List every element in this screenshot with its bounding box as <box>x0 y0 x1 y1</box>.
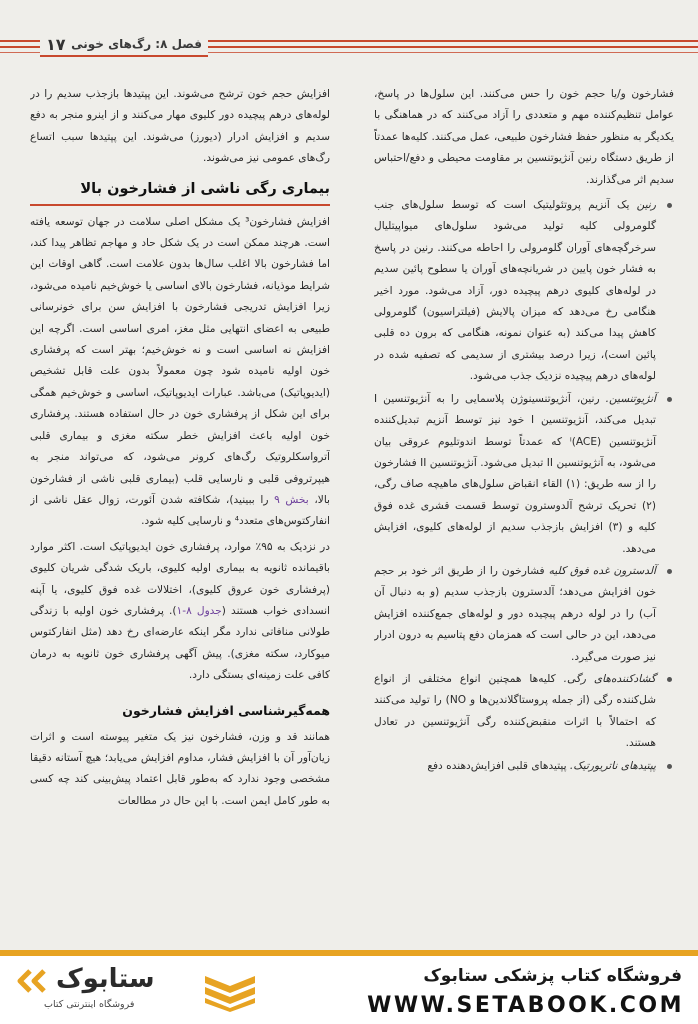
list-item-text: فشارخون را از طریق اثر خود بر حجم خون افزایش می‌دهد؛ آلدسترون بازجذب سدیم (و به دنبال آن آب) را در لوله درهم پیچیده دور و لوله‌های جمع‌کننده افزایش می‌دهد، این در حالی است که همزمان دفع پتاسیم به درون ادرار نیز صورت می‌گیرد. <box>374 564 656 663</box>
list-item <box>374 195 674 388</box>
banner-accent-line <box>0 950 698 956</box>
paragraph-text: را ببینید)، شکافته شدن آئورت، زوال عقل ناشی از انفارکتوس‌های متعدد⁴ و نارسایی کلیه شود. <box>30 493 330 528</box>
paragraph <box>30 212 330 533</box>
website-link[interactable]: WWW.SETABOOK.COM <box>367 993 684 1018</box>
term: رنین <box>636 199 656 212</box>
bullet-icon <box>667 569 672 574</box>
paragraph: فشارخون و/یا حجم خون را حس می‌کنند. این سلول‌ها در پاسخ، عوامل تنظیم‌کننده مهم و متعددی را آزاد می‌کنند که در هماهنگی با یکدیگر به منظور حفظ فشارخون طبیعی، عمل می‌کنند. کلیه‌ها عمدتاً از طریق دستگاه رنین آنژیوتنسین بر مقاومت محیطی و دفع/احتباس سدیم اثر می‌گذارند. <box>374 88 674 186</box>
paragraph: افزایش حجم خون ترشح می‌شوند. این پپتیدها بازجذب سدیم را در لوله‌های درهم پیچیده دور کلیوی مهار می‌کنند و از اینرو منجر به دفع سدیم و افزایش ادرار (دیورز) می‌شوند. این پپتیدها سبب اتساع رگ‌های عمومی نیز می‌شوند. <box>30 88 330 165</box>
left-column <box>30 84 330 950</box>
paragraph-text: در نزدیک به ۹۵٪ موارد، پرفشاری خون ایدیوپاتیک است. اکثر موارد باقیمانده ثانویه به بیماری اولیه کلیوی، باریک شدگی شریان کلیوی (پرفشاری خون عروق کلیوی)، اختلالات غده فوق کلیوی، یا آپنه انسدادی خواب هستند ( <box>30 540 330 617</box>
list-item-text: یک آنزیم پروتئولیتیک است که توسط سلول‌های جنب گلومرولی کلیه تولید می‌شود سلول‌های میواپیتلیال سرخرگچه‌های آوران گلومرولی را احاطه می‌کنند. رنین در پاسخ به فشار خون پایین در شریانچه‌های آوران یا سطوح پائین سدیم در لوله‌های کلیوی درهم پیچیده دور، آزاد می‌شود. مورد اخیر هنگامی رخ می‌دهد که میزان پالایش (فیلتراسیون) گلومرولی کاهش پیدا می‌کند (به عنوان نمونه، هنگامی که برون ده قلبی پائین است)، زیرا درصد بیشتری از سدیمی که تصفیه شده در لوله‌های درهم پیچیده نزدیک جذب می‌شود. <box>374 199 656 383</box>
logo-wordmark: ستابوک <box>56 964 155 994</box>
chapter-title: فصل ۸: رگ‌های خونی <box>71 37 202 51</box>
list-item <box>374 389 674 560</box>
store-name: فروشگاه کتاب پزشکی ستابوک <box>423 966 682 986</box>
chevron-logo-icon <box>16 968 56 994</box>
list-item-text: رنین، آنژیوتنسینوژن پلاسمایی را به آنژیوتنسین I تبدیل می‌کند، آنژیوتنسین I خود نیز توسط آنزیم تبدیل‌کننده آنژیوتنسین (ACE)‌ⁱ که عمدتاً توسط اندوتلیوم عروقی بیان می‌شود، به آنژیوتنسین II تبدیل می‌شود. آنژیوتنسین II فشارخون را از سه طریق: (۱) القاء انقباض سلول‌های ماهیچه صاف رگی، (۲) تحریک ترشح آلدوسترون توسط قسمت قشری غده فوق کلیه و (۳) افزایش بازجذب سدیم از لوله‌های کلیوی، افزایش می‌دهد. <box>374 392 657 555</box>
paragraph-text: ). پرفشاری خون اولیه با زندگی طولانی منافاتی ندارد مگر اینکه عارضه‌ای رخ دهد (مثل انفارکتوس میوکارد، سکته مغزی). پیش آگهی پرفشاری خون ثانویه به درمان کافی علت زمینه‌ای بستگی دارد. <box>30 604 330 682</box>
bullet-icon <box>667 397 672 402</box>
store-banner[interactable] <box>0 950 698 1024</box>
section-reference-link[interactable]: بخش ۹ <box>274 493 309 506</box>
bullet-icon <box>667 677 672 682</box>
subsection-heading: همه‌گیرشناسی افزایش فشارخون <box>122 702 330 718</box>
list-item-text: کلیه‌ها همچنین انواع مختلفی از انواع شل‌کننده رگی (از جمله پروستاگلاندین‌ها و NO) را تولید می‌کنند که احتمالاً با اثرات منقبض‌کننده رگی آنژیوتنسین در تعادل هستند. <box>374 672 656 750</box>
list-item <box>374 669 674 755</box>
running-header <box>40 33 208 57</box>
term: پپتیدهای ناتریورتیک. <box>569 759 656 772</box>
section-heading: بیماری رگی ناشی از فشارخون بالا <box>30 176 330 206</box>
bullet-list <box>374 195 674 777</box>
book-stack-logo-icon <box>203 972 257 1012</box>
term: آنژیوتنسین. <box>605 392 656 405</box>
term: گشادکننده‌های رگی. <box>563 672 656 685</box>
right-column <box>374 84 674 950</box>
bullet-icon <box>667 764 672 769</box>
paragraph <box>30 537 330 687</box>
page-number: ۱۷ <box>46 34 66 54</box>
logo-tagline: فروشگاه اینترنتی کتاب <box>44 999 135 1010</box>
term: آلدسترون غده فوق کلیه <box>548 564 656 577</box>
list-item <box>374 561 674 668</box>
paragraph: همانند قد و وزن، فشارخون نیز یک متغیر پیوسته است و اثرات زیان‌آور آن با افزایش فشار، مداوم افزایش می‌یابد؛ هیچ آستانه دقیقا مشخصی وجود ندارد که به‌طور قابل اعتماد پیش‌بینی کند چه کسی به طور کامل ایمن است. با این حال در مطالعات <box>30 730 330 807</box>
list-item <box>374 756 674 777</box>
list-item-text: پپتیدهای قلبی افزایش‌دهنده دفع <box>427 759 570 772</box>
bullet-icon <box>667 203 672 208</box>
paragraph-text: افزایش فشارخون³ یک مشکل اصلی سلامت در جهان توسعه یافته است. هرچند ممکن است در یک شکل حاد و مهاجم تظاهر پیدا کند، اما فشارخون بالا اغلب سال‌ها بدون علامت است. گاهی اوقات این شرایط موذیانه، فشارخون بالای اساسی یا خوش‌خیم نامیده می‌شود، زیرا افزایش تدریجی فشارخون با افزایش سن برای خونرسانی طبیعی به اعضای انتهایی مثل مغز، امری اساسی است. اگرچه این افزایش نه اساسی است و نه خوش‌خیم؛ بهتر است که پرفشاری خون اولیه نامیده شود چون معمولاً بدون علت قابل تشخیص (ایدیوپاتیک) می‌باشد. عبارات ایدیوپاتیک، اساسی و خوش‌خیم همگی برای این شکل از پرفشاری خون در حال استفاده هستند. پرفشاری خون اولیه باعث افزایش خطر سکته مغزی و بیماری قلبی آترواسکلروتیک رگ‌های کرونر می‌شود، که می‌تواند منجر به هیپرتروفی قلبی و نارسایی قلب (بیماری قلبی ناشی از فشارخون بالا، <box>30 215 330 506</box>
table-reference-link[interactable]: جدول ۸-۱ <box>176 604 222 617</box>
